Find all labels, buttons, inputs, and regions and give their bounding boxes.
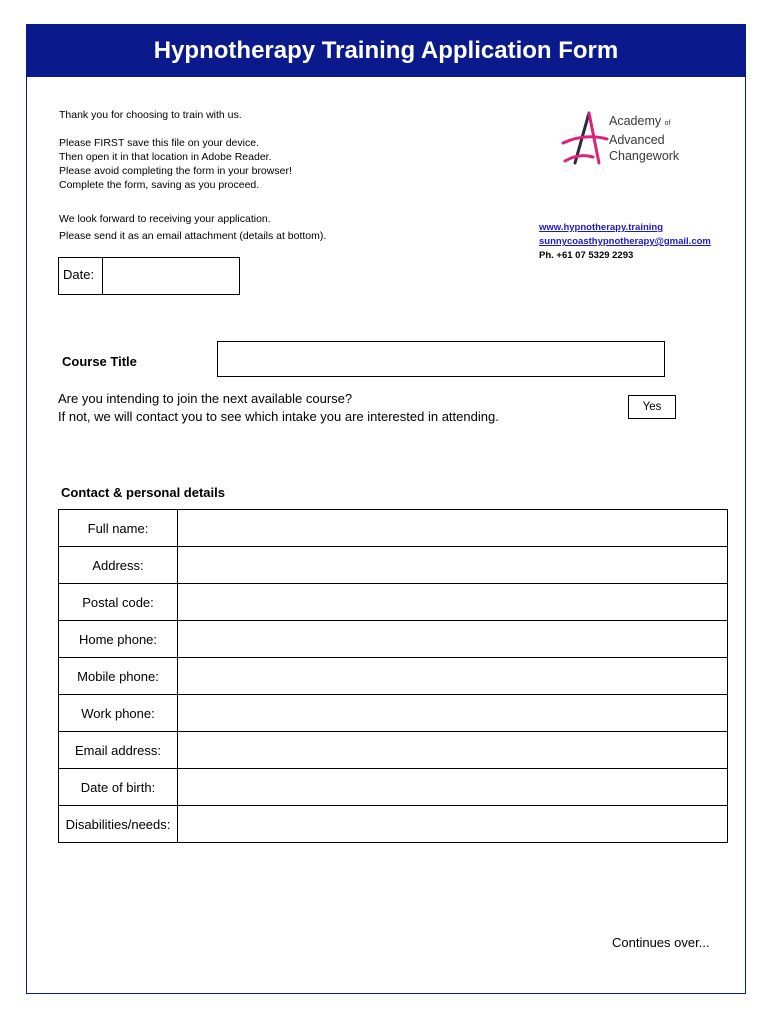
logo-line2: Advanced bbox=[609, 133, 665, 147]
form-page bbox=[26, 24, 746, 994]
field-label: Mobile phone: bbox=[59, 658, 178, 695]
course-title-input[interactable] bbox=[217, 341, 665, 377]
instruction-line: Then open it in that location in Adobe Reader. bbox=[59, 151, 272, 163]
website-link[interactable]: www.hypnotherapy.training bbox=[539, 222, 664, 233]
logo-of: of bbox=[664, 120, 671, 127]
intake-question bbox=[58, 390, 499, 426]
table-row bbox=[59, 584, 728, 621]
phone-number: Ph. +61 07 5329 2293 bbox=[539, 250, 634, 261]
closing-line: We look forward to receiving your application. bbox=[59, 213, 271, 225]
contact-info bbox=[539, 221, 711, 263]
disabilities-needs-input[interactable] bbox=[178, 806, 728, 843]
academy-logo bbox=[559, 109, 699, 169]
date-input[interactable] bbox=[103, 258, 239, 294]
field-label: Date of birth: bbox=[59, 769, 178, 806]
field-label: Email address: bbox=[59, 732, 178, 769]
table-row bbox=[59, 547, 728, 584]
field-label: Disabilities/needs: bbox=[59, 806, 178, 843]
table-row bbox=[59, 658, 728, 695]
field-label: Full name: bbox=[59, 510, 178, 547]
logo-a-icon bbox=[559, 109, 611, 169]
work-phone-input[interactable] bbox=[178, 695, 728, 732]
section-title: Contact & personal details bbox=[61, 485, 225, 500]
postal-code-input[interactable] bbox=[178, 584, 728, 621]
date-label: Date: bbox=[59, 258, 103, 294]
logo-line3: Changework bbox=[609, 149, 680, 163]
email-link[interactable]: sunnycoasthypnotherapy@gmail.com bbox=[539, 236, 711, 247]
table-row bbox=[59, 695, 728, 732]
intro-thanks: Thank you for choosing to train with us. bbox=[59, 109, 242, 121]
table-row bbox=[59, 769, 728, 806]
closing-line: Please send it as an email attachment (details at bottom). bbox=[59, 230, 327, 242]
details-table bbox=[58, 509, 728, 843]
course-title-label: Course Title bbox=[62, 354, 137, 369]
table-row bbox=[59, 510, 728, 547]
field-label: Work phone: bbox=[59, 695, 178, 732]
date-of-birth-input[interactable] bbox=[178, 769, 728, 806]
field-label: Home phone: bbox=[59, 621, 178, 658]
instruction-line: Please FIRST save this file on your device. bbox=[59, 137, 259, 149]
field-label: Postal code: bbox=[59, 584, 178, 621]
table-row bbox=[59, 621, 728, 658]
question-line: If not, we will contact you to see which intake you are interested in attending. bbox=[58, 409, 499, 424]
instruction-line: Please avoid completing the form in your browser! bbox=[59, 165, 292, 177]
logo-line1: Academy bbox=[609, 114, 662, 128]
table-row bbox=[59, 732, 728, 769]
continues-note: Continues over... bbox=[612, 935, 710, 950]
full-name-input[interactable] bbox=[178, 510, 728, 547]
intro-closing bbox=[59, 211, 326, 245]
question-line: Are you intending to join the next available course? bbox=[58, 391, 353, 406]
page-title: Hypnotherapy Training Application Form bbox=[27, 25, 745, 77]
email-address-input[interactable] bbox=[178, 732, 728, 769]
intro-instructions bbox=[59, 136, 292, 192]
table-row bbox=[59, 806, 728, 843]
mobile-phone-input[interactable] bbox=[178, 658, 728, 695]
instruction-line: Complete the form, saving as you proceed. bbox=[59, 179, 260, 191]
logo-text bbox=[609, 113, 679, 164]
field-label: Address: bbox=[59, 547, 178, 584]
date-field-group bbox=[58, 257, 240, 295]
home-phone-input[interactable] bbox=[178, 621, 728, 658]
address-input[interactable] bbox=[178, 547, 728, 584]
intake-answer-dropdown[interactable]: Yes bbox=[628, 395, 676, 419]
